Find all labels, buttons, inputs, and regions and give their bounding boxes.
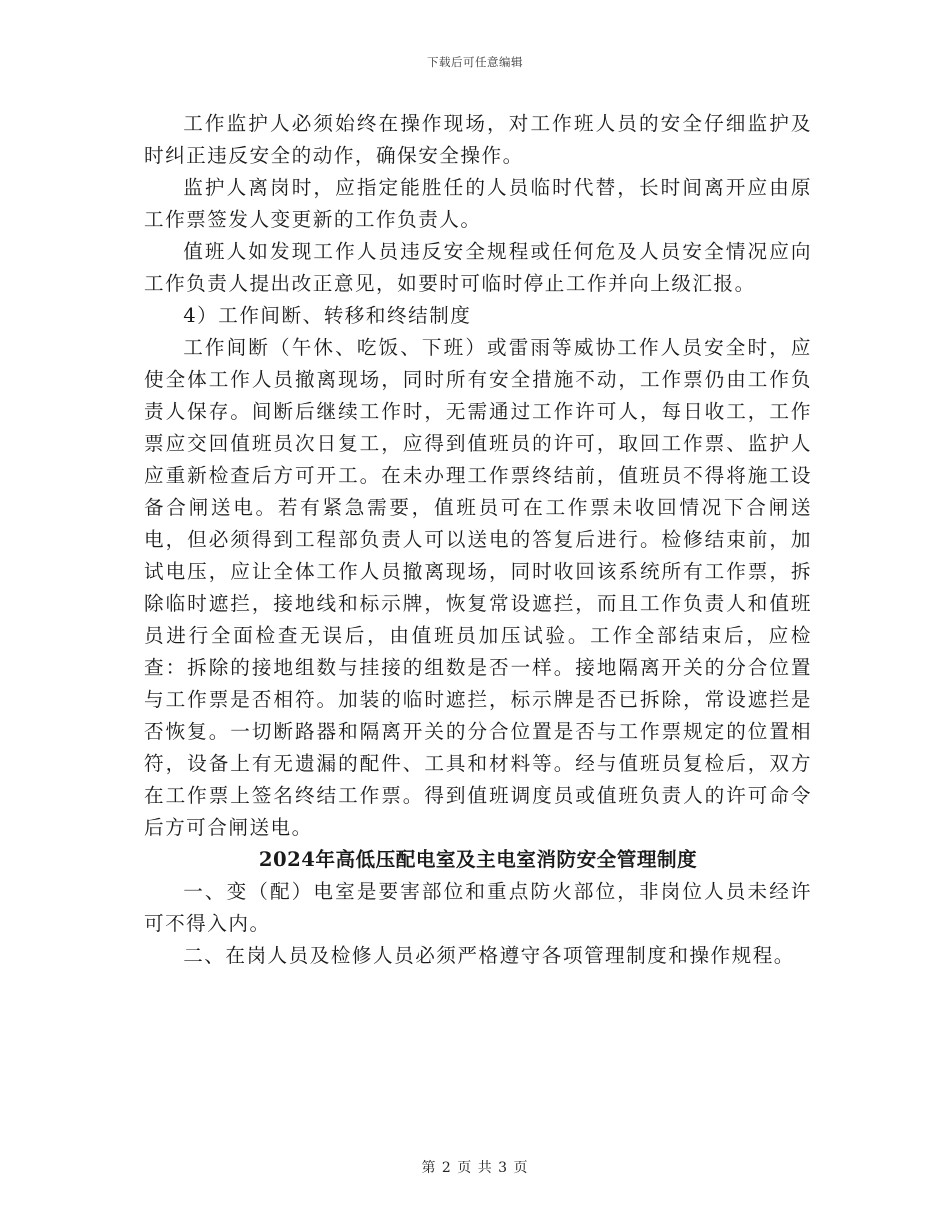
subsection-heading: 4）工作间断、转移和终结制度 <box>183 304 472 327</box>
paragraph-rule-1: 一、变（配）电室是要害部位和重点防火部位，非岗位人员未经许可不得入内。 <box>144 880 812 935</box>
paragraph-supervisor-duty: 工作监护人必须始终在操作现场，对工作班人员的安全仔细监护及时纠正违反安全的动作，确保安全操作。 <box>144 112 812 167</box>
section-title: 2024年高低压配电室及主电室消防安全管理制度 <box>258 848 698 871</box>
paragraph-work-interruption: 工作间断（午休、吃饭、下班）或雷雨等威协工作人员安全时，应使全体工作人员撤离现场，同时所有安全措施不动，工作票仍由工作负责人保存。间断后继续工作时，无需通过工作许可人，每日收工，工作票应交回值班员次日复工，应得到值班员的许可，取回工作票、监护人应重新检查后方可开工。在未办理工作票终结前，值班员不得将施工设备合闸送电。若有紧急需要，值班员可在工作票未收回情况下合闸送电，但必须得到工程部负责人可以送电的答复后进行。检修结束前，加试电压，应让全体工作人员撤离现场，同时收回该系统所有工作票，拆除临时遮拦，接地线和标示牌，恢复常设遮拦，而且工作负责人和值班员进行全面检查无误后，由值班员加压试验。工作全部结束后，应检查：拆除的接地组数与挂接的组数是否一样。接地隔离开关的分合位置与工作票是否相符。加装的临时遮拦，标示牌是否已拆除，常设遮拦是否恢复。一切断路器和隔离开关的分合位置是否与工作票规定的位置相符，设备上有无遗漏的配件、工具和材料等。经与值班员复检后，双方在工作票上签名终结工作票。得到值班调度员或值班负责人的许可命令后方可合闸送电。 <box>144 336 812 839</box>
paragraph-supervisor-absence: 监护人离岗时，应指定能胜任的人员临时代替，长时间离开应由原工作票签发人变更新的工作负责人。 <box>144 176 812 231</box>
document-body <box>144 108 812 972</box>
paragraph-duty-staff: 值班人如发现工作人员违反安全规程或任何危及人员安全情况应向工作负责人提出改正意见，如要时可临时停止工作并向上级汇报。 <box>144 240 812 295</box>
header-note: 下载后可任意编辑 <box>427 55 523 69</box>
paragraph-rule-2: 二、在岗人员及检修人员必须严格遵守各项管理制度和操作规程。 <box>183 944 795 967</box>
page-number-footer: 第 2 页 共 3 页 <box>421 1160 529 1176</box>
